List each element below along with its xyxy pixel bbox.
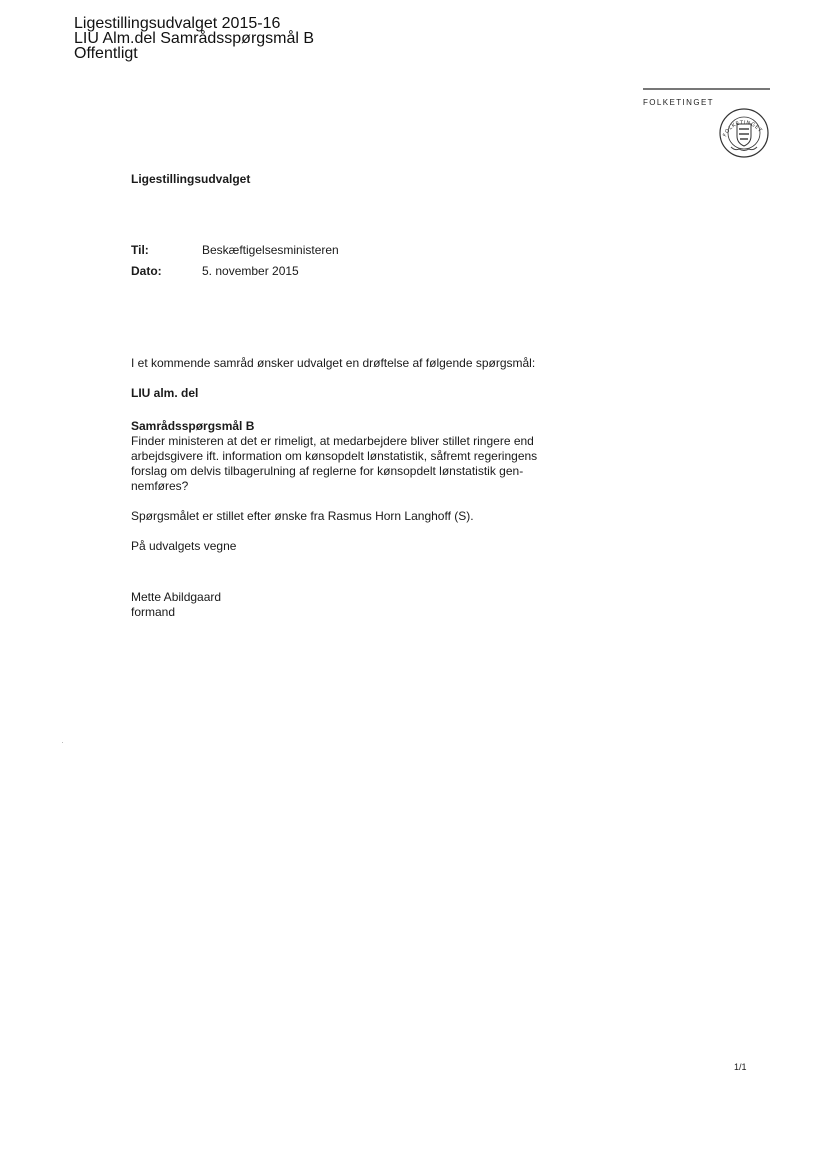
letterhead-brand bbox=[643, 88, 771, 107]
recipient-value: Beskæftigelsesministeren bbox=[202, 243, 339, 257]
question-line: Finder ministeren at det er rimeligt, at medarbejdere bliver stillet ringere end bbox=[131, 434, 534, 448]
document-stamp bbox=[74, 16, 314, 61]
seal-text: FOLKETINGET bbox=[722, 120, 764, 138]
page-number: 1/1 bbox=[734, 1062, 747, 1072]
scan-speck bbox=[62, 742, 63, 743]
intro-paragraph: I et kommende samråd ønsker udvalget en drøftelse af følgende spørgsmål: bbox=[131, 356, 536, 370]
stamp-committee-year: Ligestillingsudvalget 2015-16 bbox=[74, 15, 281, 32]
folketinget-seal-icon bbox=[718, 107, 770, 159]
question-line: forslag om delvis tilbagerulning af reglerne for kønsopdelt lønstatistik gen- bbox=[131, 464, 524, 478]
recipient-label: Til: bbox=[131, 243, 149, 257]
signer-title: formand bbox=[131, 605, 176, 619]
question-title: Samrådsspørgsmål B bbox=[131, 419, 255, 433]
date-label: Dato: bbox=[131, 264, 162, 278]
date-value: 5. november 2015 bbox=[202, 264, 299, 278]
question-line: arbejdsgivere ift. information om kønsopdelt lønstatistik, såfremt regeringens bbox=[131, 449, 538, 463]
letterhead-name: FOLKETINGET bbox=[643, 98, 714, 107]
stamp-visibility: Offentligt bbox=[74, 45, 138, 62]
letter-body bbox=[131, 356, 571, 620]
recipient-row bbox=[131, 243, 339, 264]
letter-metadata bbox=[131, 243, 339, 285]
question-line: nemføres? bbox=[131, 479, 189, 493]
committee-heading: Ligestillingsudvalget bbox=[131, 172, 251, 186]
signer-name: Mette Abildgaard bbox=[131, 590, 222, 604]
asked-by-paragraph: Spørgsmålet er stillet efter ønske fra Rasmus Horn Langhoff (S). bbox=[131, 509, 474, 523]
case-reference: LIU alm. del bbox=[131, 386, 199, 400]
on-behalf-line: På udvalgets vegne bbox=[131, 539, 237, 553]
letterhead-rule bbox=[643, 88, 770, 90]
date-row bbox=[131, 264, 339, 285]
stamp-case-reference: LIU Alm.del Samrådsspørgsmål B bbox=[74, 30, 315, 47]
